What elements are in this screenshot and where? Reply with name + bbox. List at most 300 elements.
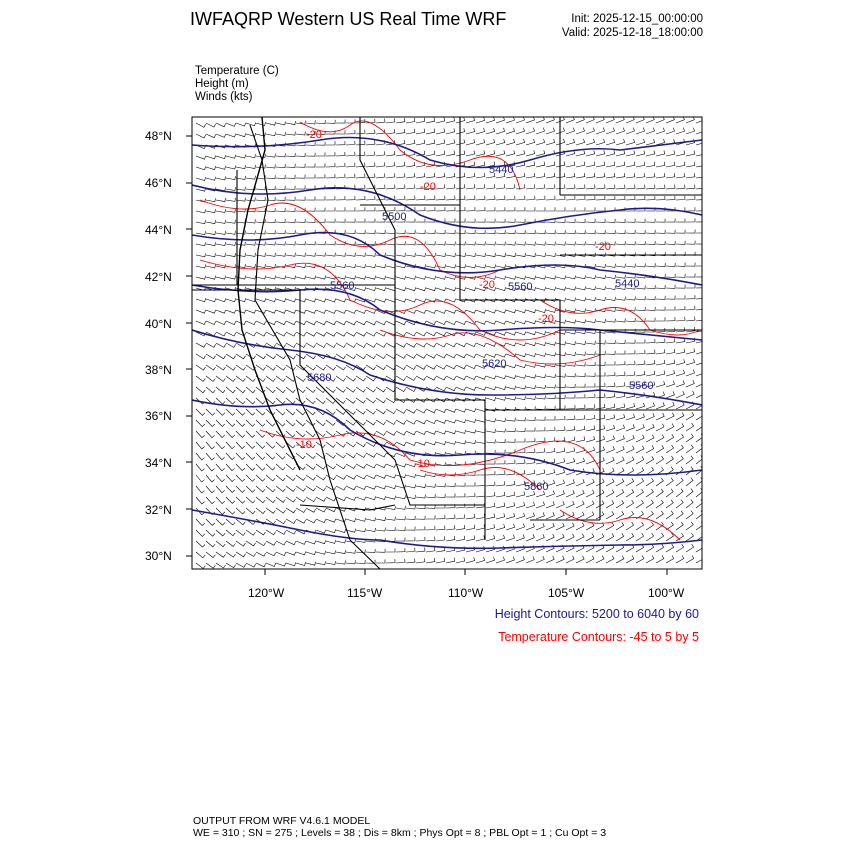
wind-barb xyxy=(486,196,495,200)
wind-barb xyxy=(506,139,515,145)
wind-barb xyxy=(566,242,575,246)
wind-barb xyxy=(636,446,644,453)
wind-barb xyxy=(316,486,326,491)
wind-barb xyxy=(316,343,326,348)
wind-barb xyxy=(376,264,386,268)
wind-barb xyxy=(606,404,615,409)
wind-barb xyxy=(206,220,216,224)
wind-barb xyxy=(676,151,685,157)
wind-barb xyxy=(456,409,466,412)
wind-barb xyxy=(446,287,456,290)
wind-barb xyxy=(486,557,495,563)
wind-barb xyxy=(426,376,436,380)
wind-barb xyxy=(586,128,595,134)
wind-barb xyxy=(526,173,535,178)
wind-barb xyxy=(506,128,515,134)
wind-barb xyxy=(276,321,286,325)
wind-barb xyxy=(586,383,595,387)
wind-barb xyxy=(226,220,235,224)
wind-barb xyxy=(506,321,516,324)
wind-barb xyxy=(286,519,296,524)
wind-barb xyxy=(406,559,415,564)
wind-barb xyxy=(526,207,535,211)
wind-barb xyxy=(256,508,265,514)
wind-barb xyxy=(476,150,485,156)
wind-barb xyxy=(566,185,575,190)
wind-barb xyxy=(296,264,306,268)
wind-barb xyxy=(386,173,395,178)
wind-barb xyxy=(236,376,245,382)
wind-barb xyxy=(236,530,245,536)
wind-barb xyxy=(566,405,575,409)
wind-barb xyxy=(686,348,695,354)
wind-barb xyxy=(686,380,694,387)
wind-barb xyxy=(616,351,625,355)
wind-barb xyxy=(426,420,436,424)
wind-barb xyxy=(236,453,245,460)
wind-barb xyxy=(486,117,495,123)
wind-barb xyxy=(196,253,206,256)
wind-barb xyxy=(276,365,285,370)
wind-barb xyxy=(476,343,486,347)
wind-barb xyxy=(536,374,546,378)
wind-barb xyxy=(596,230,605,234)
wind-barb xyxy=(276,530,286,534)
wind-barb xyxy=(426,365,436,369)
wind-barb xyxy=(566,207,575,211)
wind-barb xyxy=(656,196,665,200)
wind-barb xyxy=(426,526,435,530)
wind-barb xyxy=(606,479,614,486)
wind-barb xyxy=(246,475,255,481)
wind-barb xyxy=(666,162,675,167)
wind-barbs xyxy=(196,116,705,568)
wind-barb xyxy=(616,435,624,442)
wind-barb xyxy=(556,207,565,211)
wind-barb xyxy=(446,242,455,246)
wind-barb xyxy=(466,408,476,411)
wind-barb xyxy=(436,365,446,369)
wind-barb xyxy=(566,173,575,178)
wind-barb xyxy=(316,387,325,393)
wind-barb xyxy=(686,500,693,508)
wind-barb xyxy=(306,497,316,502)
wind-barb xyxy=(336,207,345,211)
wind-barb xyxy=(636,371,645,376)
wind-barb xyxy=(326,120,335,124)
wind-barb xyxy=(646,544,654,552)
wind-barb xyxy=(246,453,255,460)
wind-barb xyxy=(656,456,664,464)
wind-barb xyxy=(576,150,585,156)
wind-barb xyxy=(366,130,375,134)
wind-barb xyxy=(226,365,235,370)
wind-barb xyxy=(456,230,465,234)
wind-barb xyxy=(626,522,634,530)
wind-barb xyxy=(296,497,306,502)
wind-barb xyxy=(556,196,565,200)
wind-barb xyxy=(236,409,245,415)
wind-barb xyxy=(376,185,385,189)
wind-barb xyxy=(346,310,356,313)
wind-barb xyxy=(226,475,235,482)
wind-barb xyxy=(466,264,476,268)
wind-barb xyxy=(386,559,395,563)
wind-barb xyxy=(676,263,685,267)
wind-barb xyxy=(386,321,396,325)
wind-barb xyxy=(426,409,436,413)
wind-barb xyxy=(236,541,245,546)
wind-barb xyxy=(286,241,295,245)
wind-barb xyxy=(256,122,266,125)
wind-barb xyxy=(396,365,406,370)
wind-barb xyxy=(336,561,345,565)
wind-barb xyxy=(496,513,505,519)
wind-barb xyxy=(216,134,226,137)
wind-barb xyxy=(416,526,425,530)
wind-barb xyxy=(206,209,216,213)
wind-barb xyxy=(486,514,495,519)
wind-barb xyxy=(656,489,663,497)
wind-barb xyxy=(306,299,316,302)
wind-barb xyxy=(496,439,505,443)
wind-barb xyxy=(236,420,245,426)
wind-barb xyxy=(586,286,596,290)
wind-barb xyxy=(596,286,606,290)
lat-label: 34°N xyxy=(145,456,172,470)
wind-barb xyxy=(616,318,625,322)
wind-barb xyxy=(496,207,505,211)
height-contour-label: 5860 xyxy=(524,481,549,493)
wind-barb xyxy=(656,478,663,486)
wind-barb xyxy=(446,151,455,156)
wind-barb xyxy=(506,253,516,257)
wind-barb xyxy=(356,219,365,223)
wind-barb xyxy=(356,518,366,522)
wind-barb xyxy=(406,118,415,123)
wind-barb xyxy=(476,230,485,234)
footer-config: WE = 310 ; SN = 275 ; Levels = 38 ; Dis = 8km ; Phys Opt = 8 ; PBL Opt = 1 ; Cu Opt = 3 xyxy=(193,827,607,839)
wind-barb xyxy=(516,513,525,519)
wind-barb xyxy=(626,435,634,442)
lon-label: 110°W xyxy=(448,586,484,600)
wind-barb xyxy=(316,310,326,313)
wind-barb xyxy=(576,139,585,145)
wind-barb xyxy=(626,371,635,376)
wind-barb xyxy=(686,218,695,222)
wind-barb xyxy=(256,420,265,426)
wind-barb xyxy=(256,208,265,212)
wind-barb xyxy=(306,453,315,459)
wind-barb xyxy=(576,362,585,366)
wind-barb xyxy=(676,241,685,245)
wind-barb xyxy=(246,530,255,535)
wind-barb xyxy=(646,500,653,508)
wind-barb xyxy=(556,276,566,280)
wind-barb xyxy=(446,376,456,380)
wind-barb xyxy=(636,414,644,421)
wind-barb xyxy=(516,253,526,257)
wind-barb xyxy=(496,429,505,433)
wind-barb xyxy=(636,196,645,200)
wind-barb xyxy=(396,538,405,542)
wind-barb xyxy=(466,504,475,509)
wind-barb xyxy=(676,306,685,310)
wind-barb xyxy=(526,556,534,563)
wind-barb xyxy=(506,439,515,443)
wind-barb xyxy=(206,475,215,482)
wind-barb xyxy=(356,321,366,325)
wind-barb xyxy=(466,310,476,313)
wind-barb xyxy=(236,133,246,136)
plot-frame xyxy=(192,117,702,569)
wind-barb xyxy=(306,398,315,404)
wind-barb xyxy=(496,460,505,464)
wind-barb xyxy=(356,376,366,381)
wind-barb xyxy=(456,483,465,487)
wind-barb xyxy=(676,295,685,299)
wind-barb xyxy=(196,420,205,427)
wind-barb xyxy=(626,556,634,564)
wind-barb xyxy=(336,409,345,414)
wind-barb xyxy=(296,321,306,325)
wind-barb xyxy=(346,518,356,522)
wind-barb xyxy=(526,150,535,156)
wind-barb xyxy=(616,264,625,268)
wind-barb xyxy=(376,343,386,347)
wind-barb xyxy=(626,297,635,301)
lat-label: 36°N xyxy=(145,409,172,423)
wind-barb xyxy=(306,431,315,437)
height-contour-label: 5440 xyxy=(615,278,640,290)
wind-barb xyxy=(406,516,415,520)
wind-barb xyxy=(366,464,376,468)
wind-barb xyxy=(666,196,675,200)
wind-barb xyxy=(676,359,685,365)
wind-barb xyxy=(416,420,426,424)
wind-barb xyxy=(226,276,236,280)
wind-barb xyxy=(276,310,286,313)
wind-barb xyxy=(496,219,505,223)
wind-barb xyxy=(266,354,276,359)
wind-barb xyxy=(536,276,546,280)
wind-barb xyxy=(436,196,445,200)
wind-barb xyxy=(266,186,275,190)
wind-barb xyxy=(406,173,415,178)
wind-barb xyxy=(596,173,605,178)
wind-barb xyxy=(446,117,455,123)
wind-barb xyxy=(526,353,536,356)
wind-barb xyxy=(446,441,456,444)
wind-barb xyxy=(606,319,615,323)
wind-barb xyxy=(216,209,226,213)
wind-barb xyxy=(676,196,685,200)
wind-barb xyxy=(526,230,535,234)
wind-barb xyxy=(566,298,576,302)
wind-barb xyxy=(566,447,575,453)
wind-barb xyxy=(556,534,564,541)
wind-barb xyxy=(616,425,625,431)
wind-barb xyxy=(266,310,276,313)
wind-barb xyxy=(646,219,655,223)
wind-barb xyxy=(356,497,366,500)
wind-barb xyxy=(486,230,495,234)
wind-barb xyxy=(566,556,574,563)
wind-barb xyxy=(286,132,295,136)
wind-barb xyxy=(426,129,435,134)
wind-barb xyxy=(366,276,376,280)
wind-barb xyxy=(516,139,525,145)
wind-barb xyxy=(576,490,584,497)
wind-barb xyxy=(626,361,635,365)
wind-barb xyxy=(506,310,516,313)
wind-barb xyxy=(516,545,524,552)
wind-barb xyxy=(356,409,365,414)
wind-barb xyxy=(226,209,235,213)
wind-barb xyxy=(666,150,675,156)
wind-barb xyxy=(406,140,415,145)
wind-barb xyxy=(576,405,585,409)
wind-barb xyxy=(666,360,675,365)
wind-barb xyxy=(216,497,225,504)
wind-barb xyxy=(316,508,326,512)
lat-label: 30°N xyxy=(145,549,172,563)
wind-barb xyxy=(326,141,335,145)
wind-barb xyxy=(466,514,475,519)
wind-barb xyxy=(196,486,205,493)
wind-barb xyxy=(356,354,366,359)
wind-barb xyxy=(356,486,366,490)
wind-barb xyxy=(496,310,506,313)
wind-barb xyxy=(236,442,245,449)
wind-barb xyxy=(586,512,594,519)
wind-barb xyxy=(206,409,215,415)
wind-barb xyxy=(506,196,515,200)
wind-barb xyxy=(276,409,285,415)
wind-barb xyxy=(196,242,206,246)
wind-barb xyxy=(436,558,445,563)
wind-barb xyxy=(676,478,683,486)
wind-barb xyxy=(646,489,653,497)
wind-barb xyxy=(296,409,305,415)
wind-barb xyxy=(486,184,495,189)
wind-barb xyxy=(286,253,295,257)
wind-barb xyxy=(566,275,576,279)
wind-barb xyxy=(356,287,366,290)
wind-barb xyxy=(196,442,205,449)
wind-barb xyxy=(676,489,683,497)
wind-barb xyxy=(506,397,516,401)
wind-barb xyxy=(196,177,206,180)
wind-barb xyxy=(606,297,616,301)
wind-barb xyxy=(656,307,665,311)
wind-barb xyxy=(566,230,575,234)
wind-barb xyxy=(246,154,256,158)
wind-barb xyxy=(476,419,486,423)
wind-barb xyxy=(266,464,275,470)
wind-barb xyxy=(206,365,215,370)
wind-barb xyxy=(436,253,446,257)
wind-barb xyxy=(686,128,695,134)
wind-barb xyxy=(526,196,535,200)
wind-barb xyxy=(376,119,385,123)
wind-barb xyxy=(446,536,455,541)
wind-barb xyxy=(546,385,555,389)
wind-barb xyxy=(696,295,705,299)
wind-barb xyxy=(296,164,305,168)
wind-barb xyxy=(546,534,554,541)
wind-barb xyxy=(486,264,496,268)
wind-barb xyxy=(616,150,625,156)
wind-barb xyxy=(226,541,235,546)
wind-barb xyxy=(616,511,624,519)
wind-barb xyxy=(216,453,225,460)
wind-barb xyxy=(436,207,445,211)
wind-barb xyxy=(286,343,296,348)
wind-barb xyxy=(526,242,535,246)
wind-barb xyxy=(226,176,236,180)
wind-barb xyxy=(326,442,335,447)
wind-barb xyxy=(646,445,654,453)
wind-barb xyxy=(616,479,624,487)
wind-barb xyxy=(646,173,655,178)
wind-barb xyxy=(606,393,615,398)
wind-barb xyxy=(446,494,455,498)
wind-barb xyxy=(526,524,534,531)
wind-barb xyxy=(196,376,205,382)
wind-barb xyxy=(226,166,236,170)
wind-barb xyxy=(526,502,535,508)
wind-barb xyxy=(266,420,275,426)
wind-barb xyxy=(586,242,595,246)
footer-model: OUTPUT FROM WRF V4.6.1 MODEL xyxy=(193,815,371,827)
wind-barb xyxy=(456,387,466,391)
wind-barb xyxy=(686,456,693,464)
wind-barb xyxy=(376,409,386,414)
wind-barb xyxy=(506,535,515,541)
wind-barb xyxy=(386,387,396,392)
wind-barb xyxy=(426,310,436,313)
wind-barb xyxy=(216,552,225,557)
wind-barb xyxy=(266,387,275,393)
wind-barb xyxy=(356,464,366,468)
wind-barb xyxy=(386,129,395,134)
wind-barb xyxy=(566,139,575,145)
wind-barb xyxy=(296,241,305,245)
wind-barb xyxy=(406,332,416,336)
wind-barb xyxy=(556,501,564,508)
wind-barb xyxy=(306,332,316,336)
wind-barb xyxy=(586,219,595,223)
wind-barb xyxy=(636,185,645,189)
wind-barb xyxy=(406,474,416,478)
lon-label: 105°W xyxy=(548,586,585,600)
wind-barb xyxy=(196,475,205,482)
wind-barb xyxy=(686,241,695,245)
wind-barb xyxy=(516,364,526,368)
wind-barb xyxy=(226,387,235,393)
wind-barb xyxy=(366,287,376,290)
wind-barb xyxy=(336,310,346,313)
wind-barb xyxy=(336,529,346,533)
wind-barb xyxy=(286,121,296,125)
wind-barb xyxy=(576,556,584,563)
wind-barb xyxy=(516,556,524,563)
wind-barb xyxy=(286,175,295,179)
wind-barb xyxy=(196,209,206,213)
wind-barb xyxy=(376,453,386,457)
wind-barb xyxy=(476,207,485,211)
